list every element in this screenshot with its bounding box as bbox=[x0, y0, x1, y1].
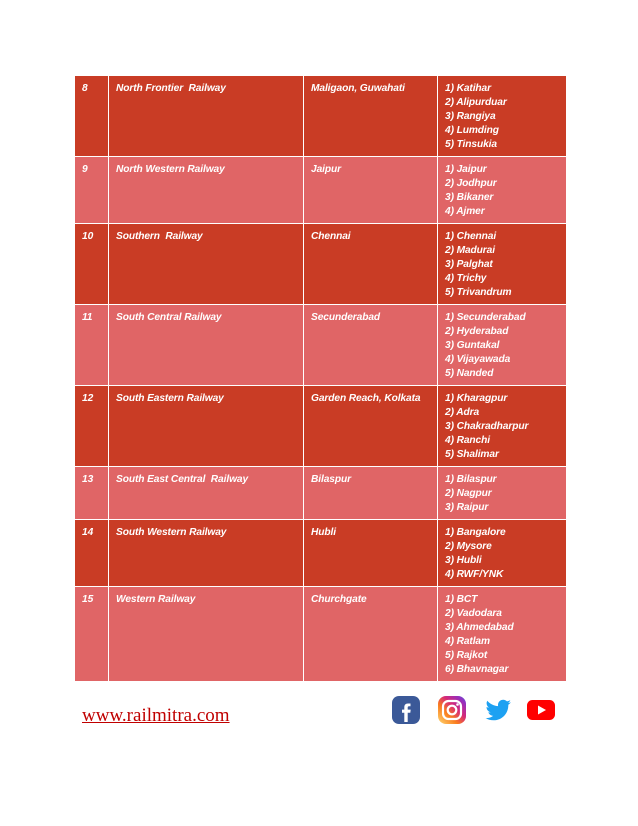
table-body bbox=[75, 76, 567, 682]
division-item: 2) Jodhpur bbox=[445, 178, 497, 189]
division-item: 2) Adra bbox=[445, 407, 480, 418]
divisions-cell bbox=[438, 305, 567, 386]
headquarters-cell: Garden Reach, Kolkata bbox=[304, 386, 438, 467]
facebook-icon[interactable] bbox=[391, 695, 421, 725]
division-item: 3) Hubli bbox=[445, 555, 482, 566]
division-item: 1) Jaipur bbox=[445, 164, 487, 175]
division-item: 5) Nanded bbox=[445, 368, 494, 379]
division-item: 2) Hyderabad bbox=[445, 326, 509, 337]
divisions-cell bbox=[438, 520, 567, 587]
division-item: 3) Bikaner bbox=[445, 192, 494, 203]
division-item: 1) Secunderabad bbox=[445, 312, 526, 323]
railway-zones-table bbox=[74, 75, 567, 682]
zone-number-cell: 9 bbox=[75, 157, 109, 224]
website-link[interactable]: www.railmitra.com bbox=[82, 705, 230, 726]
instagram-icon[interactable] bbox=[437, 695, 467, 725]
headquarters-cell: Secunderabad bbox=[304, 305, 438, 386]
zone-number-cell: 11 bbox=[75, 305, 109, 386]
zone-name-cell: North Western Railway bbox=[109, 157, 304, 224]
table-row bbox=[75, 520, 567, 587]
zone-name-cell: South Eastern Railway bbox=[109, 386, 304, 467]
table-row bbox=[75, 467, 567, 520]
division-item: 4) Ratlam bbox=[445, 636, 490, 647]
division-item: 4) Vijayawada bbox=[445, 354, 511, 365]
zone-name-cell: Western Railway bbox=[109, 587, 304, 682]
zone-number-cell: 12 bbox=[75, 386, 109, 467]
division-item: 2) Vadodara bbox=[445, 608, 502, 619]
division-item: 1) Katihar bbox=[445, 83, 491, 94]
division-item: 6) Bhavnagar bbox=[445, 664, 509, 675]
table-row bbox=[75, 157, 567, 224]
zone-number-cell: 13 bbox=[75, 467, 109, 520]
divisions-cell bbox=[438, 467, 567, 520]
headquarters-cell: Bilaspur bbox=[304, 467, 438, 520]
divisions-cell bbox=[438, 224, 567, 305]
division-item: 3) Raipur bbox=[445, 502, 489, 513]
headquarters-cell: Chennai bbox=[304, 224, 438, 305]
zone-number-cell: 8 bbox=[75, 76, 109, 157]
division-item: 2) Nagpur bbox=[445, 488, 492, 499]
division-item: 5) Tinsukia bbox=[445, 139, 497, 150]
zone-number-cell: 14 bbox=[75, 520, 109, 587]
zone-number-cell: 10 bbox=[75, 224, 109, 305]
division-item: 3) Chakradharpur bbox=[445, 421, 529, 432]
zone-number-cell: 15 bbox=[75, 587, 109, 682]
divisions-cell bbox=[438, 386, 567, 467]
division-item: 3) Palghat bbox=[445, 259, 493, 270]
headquarters-cell: Churchgate bbox=[304, 587, 438, 682]
zone-name-cell: North Frontier Railway bbox=[109, 76, 304, 157]
division-item: 4) RWF/YNK bbox=[445, 569, 504, 580]
zone-name-cell: Southern Railway bbox=[109, 224, 304, 305]
divisions-cell bbox=[438, 76, 567, 157]
twitter-icon[interactable] bbox=[483, 695, 513, 725]
division-item: 1) Kharagpur bbox=[445, 393, 508, 404]
division-item: 2) Alipurduar bbox=[445, 97, 507, 108]
headquarters-cell: Jaipur bbox=[304, 157, 438, 224]
division-item: 2) Mysore bbox=[445, 541, 492, 552]
table-row bbox=[75, 224, 567, 305]
division-item: 5) Rajkot bbox=[445, 650, 488, 661]
division-item: 2) Madurai bbox=[445, 245, 495, 256]
division-item: 5) Shalimar bbox=[445, 449, 499, 460]
table-row bbox=[75, 587, 567, 682]
division-item: 3) Guntakal bbox=[445, 340, 500, 351]
headquarters-cell: Hubli bbox=[304, 520, 438, 587]
division-item: 5) Trivandrum bbox=[445, 287, 512, 298]
divisions-cell bbox=[438, 157, 567, 224]
table-row bbox=[75, 386, 567, 467]
division-item: 1) Bangalore bbox=[445, 527, 506, 538]
division-item: 1) BCT bbox=[445, 594, 478, 605]
division-item: 4) Ranchi bbox=[445, 435, 490, 446]
division-item: 3) Rangiya bbox=[445, 111, 496, 122]
zone-name-cell: South Western Railway bbox=[109, 520, 304, 587]
division-item: 1) Chennai bbox=[445, 231, 497, 242]
headquarters-cell: Maligaon, Guwahati bbox=[304, 76, 438, 157]
divisions-cell bbox=[438, 587, 567, 682]
zone-name-cell: South East Central Railway bbox=[109, 467, 304, 520]
division-item: 4) Lumding bbox=[445, 125, 499, 136]
zone-name-cell: South Central Railway bbox=[109, 305, 304, 386]
table-row bbox=[75, 305, 567, 386]
division-item: 4) Trichy bbox=[445, 273, 487, 284]
division-item: 1) Bilaspur bbox=[445, 474, 497, 485]
division-item: 4) Ajmer bbox=[445, 206, 485, 217]
youtube-icon[interactable] bbox=[526, 695, 556, 725]
division-item: 3) Ahmedabad bbox=[445, 622, 514, 633]
table-row bbox=[75, 76, 567, 157]
